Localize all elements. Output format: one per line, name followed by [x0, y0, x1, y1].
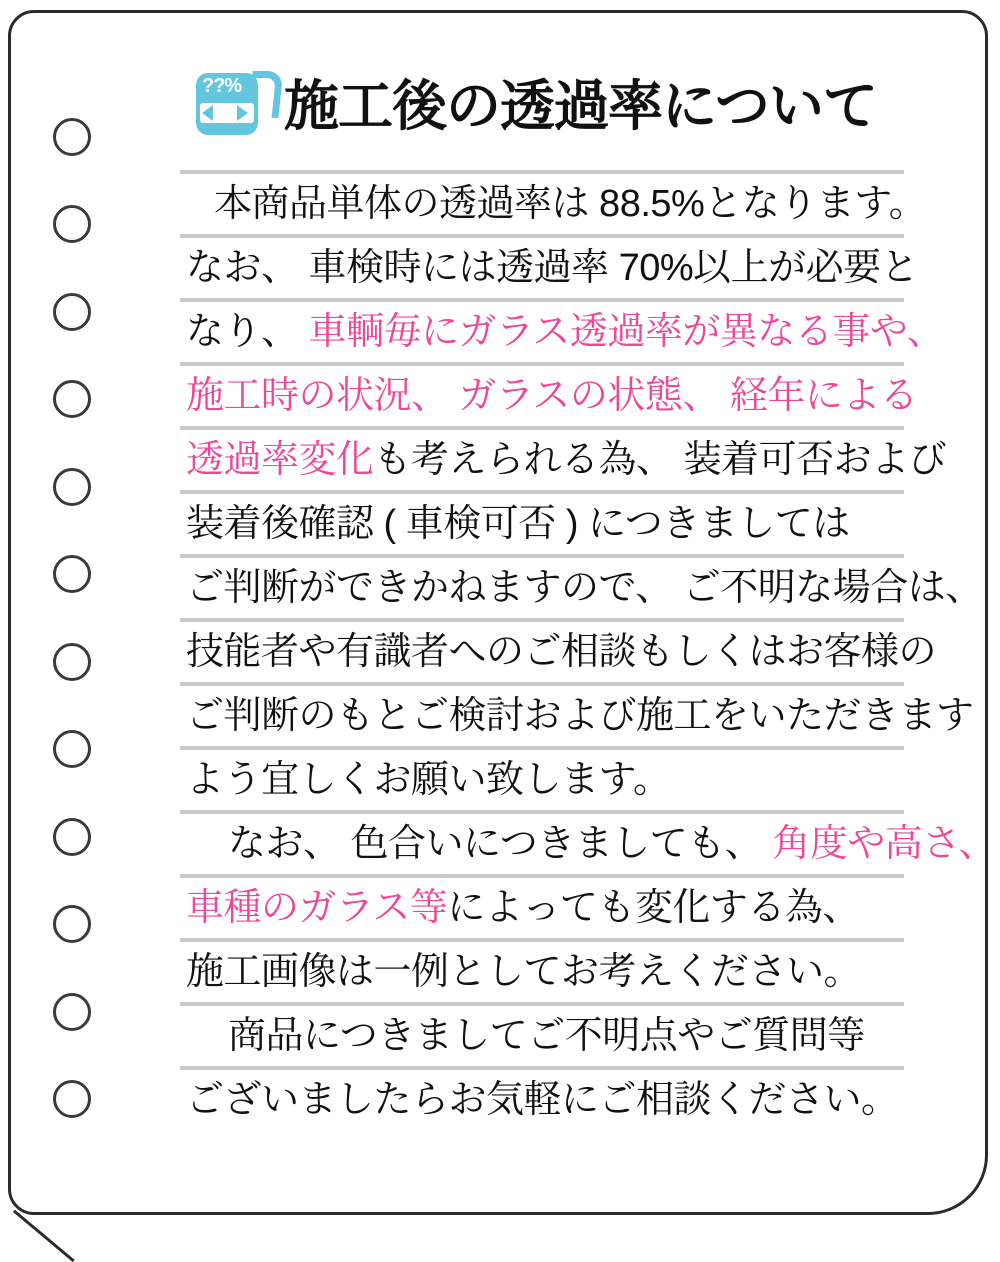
punch-hole [53, 555, 91, 593]
emphasis-text: 施工時の状況、 ガラスの状態、 経年による [186, 375, 918, 417]
punch-hole [53, 730, 91, 768]
text-line [186, 236, 919, 300]
notice-body [186, 172, 996, 1132]
text-line [186, 556, 983, 620]
body-text-run: 装着後確認 ( 車検可否 ) につきましては [186, 503, 850, 545]
body-text-run: 施工画像は一例としてお考えください。 [186, 951, 862, 993]
body-text-run: ございましたらお気軽にご相談ください。 [186, 1079, 899, 1121]
punch-hole [53, 818, 91, 856]
emphasis-text: 透過率変化 [186, 439, 374, 481]
punch-hole [53, 118, 91, 156]
emphasis-text: 車輌毎にガラス透過率が異なる事や、 [308, 311, 945, 353]
body-text-run: 商品につきましてご不明点やご質問等 [228, 1015, 865, 1057]
body-text-run: なお、 色合いにつきましても、 [228, 823, 773, 865]
text-line [186, 684, 974, 748]
text-line [186, 1068, 916, 1132]
emphasis-text: 車種のガラス等 [186, 887, 448, 929]
text-line [186, 748, 916, 812]
punch-hole [53, 468, 91, 506]
punch-hole [53, 993, 91, 1031]
punch-hole [53, 380, 91, 418]
text-line [186, 364, 916, 428]
body-text-run: なお、 車検時には透過率 70%以上が必要と [186, 247, 919, 289]
punch-hole-column [42, 118, 102, 1118]
page-title: 施工後の透過率について [284, 74, 877, 137]
punch-hole [53, 1080, 91, 1118]
body-text-run: 本商品単体の透過率は 88.5%となります。 [214, 183, 927, 225]
text-line [186, 300, 945, 364]
transmittance-meter-icon [190, 69, 274, 143]
punch-hole [53, 643, 91, 681]
text-line [186, 1004, 916, 1068]
body-text-run: ご判断のもとご検討および施工をいただきます [186, 695, 974, 737]
body-text-run: ご判断ができかねますので、 ご不明な場合は、 [186, 567, 983, 609]
text-line [186, 620, 937, 684]
text-line [186, 428, 947, 492]
corner-fold-decoration [13, 1150, 125, 1262]
body-text-run: 技能者や有識者へのご相談もしくはお客様の [186, 631, 937, 673]
body-text-run: よう宜しくお願い致します。 [186, 759, 671, 801]
emphasis-text: 角度や高さ、 [772, 823, 996, 865]
punch-hole [53, 293, 91, 331]
punch-hole [53, 905, 91, 943]
punch-hole [53, 205, 91, 243]
section-header [190, 60, 930, 152]
transmittance-icon-label: ??% [202, 75, 242, 97]
text-line [186, 940, 916, 1004]
body-text-run: も考えられる為、 装着可否および [373, 439, 947, 481]
body-text-run: なり、 [186, 311, 309, 353]
text-line [186, 876, 916, 940]
body-text-run: によっても変化する為、 [447, 887, 860, 929]
text-line [186, 172, 927, 236]
text-line [186, 812, 996, 876]
text-line [186, 492, 916, 556]
